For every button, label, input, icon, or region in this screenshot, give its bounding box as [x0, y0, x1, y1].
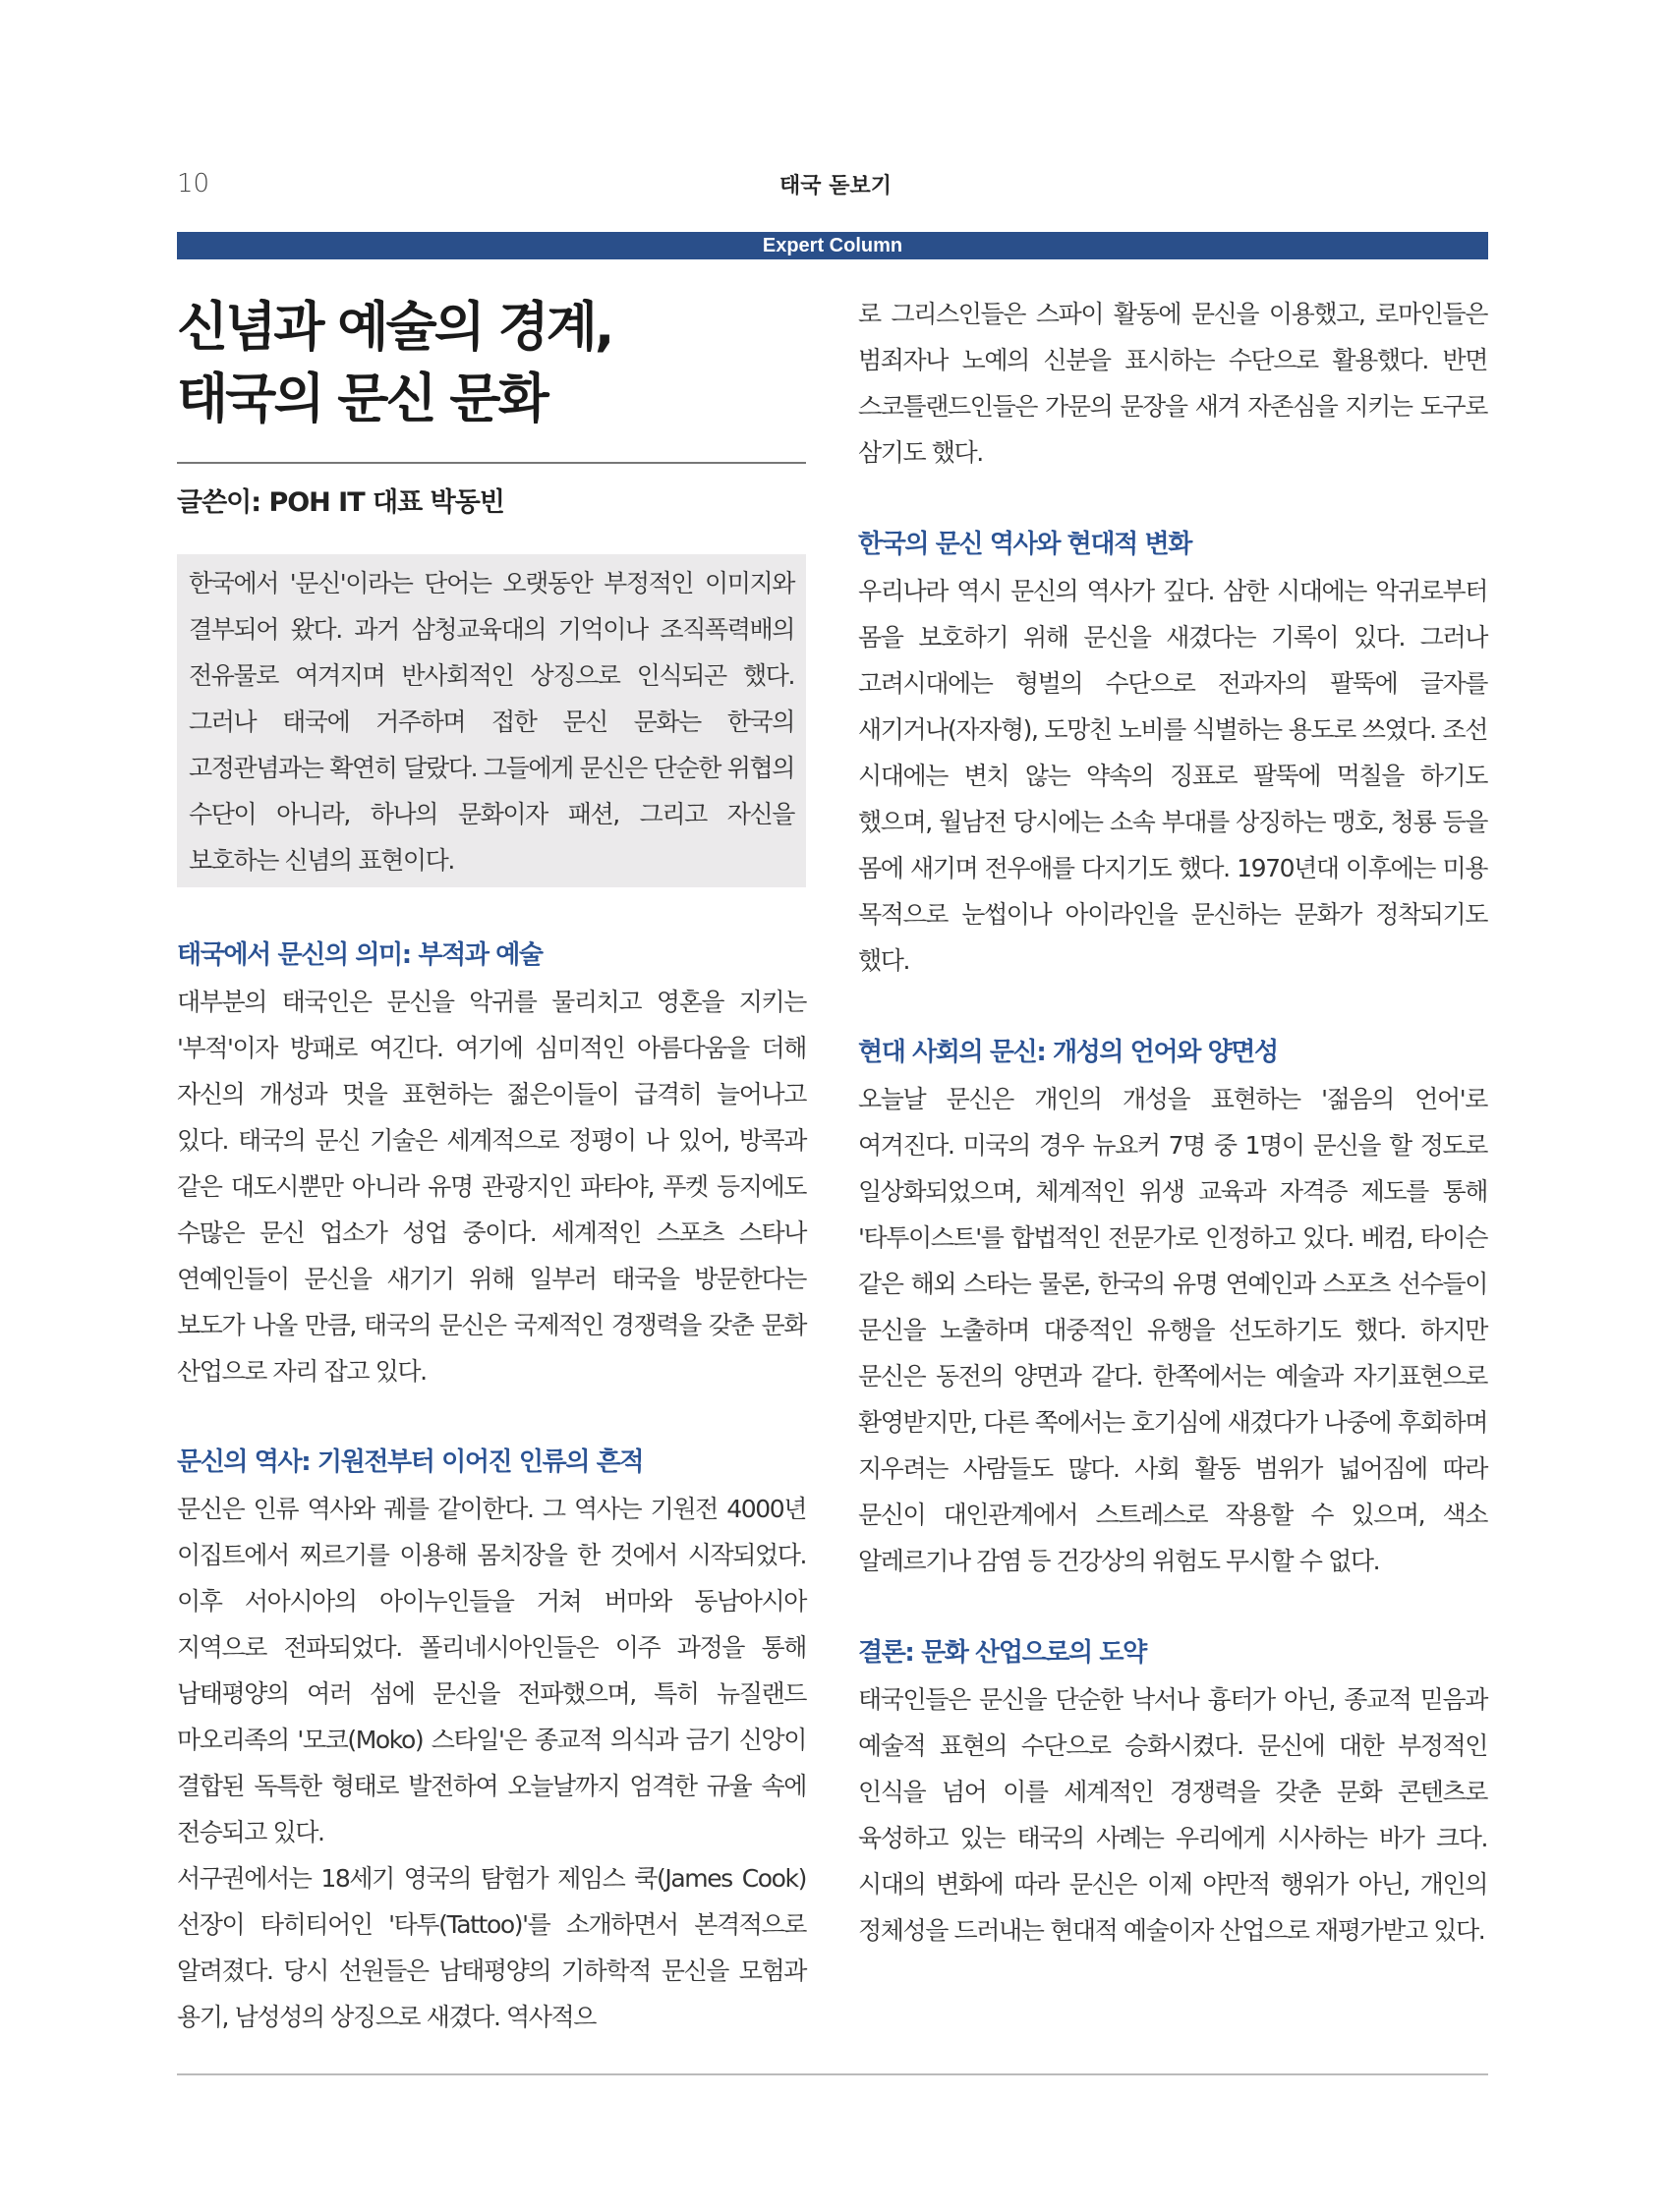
left-column: [177, 285, 806, 2040]
section-heading-history: 문신의 역사: 기원전부터 이어진 인류의 흔적: [177, 1447, 644, 1477]
byline: 글쓴이: POH IT 대표 박동빈: [177, 487, 504, 518]
bottom-divider: [177, 2073, 1488, 2075]
section-body-korea: 우리나라 역시 문신의 역사가 깊다. 삼한 시대에는 악귀로부터 몸을 보호하기 위해 문신을 새겼다는 기록이 있다. 그러나 고려시대에는 형벌의 수단으로 전과자의 팔뚝에 글자를 새기거나(자자형), 도망친 노비를 식별하는 용도로 쓰였다. 조선 시대에는 변치 않는 약속의 징표로 팔뚝에 먹칠을 하기도 했으며, 월남전 당시에는 소속 부대를 상징하는 맹호, 청룡 등을 몸에 새기며 전우애를 다지기도 했다. 1970년대 이후에는 미용 목적으로 눈썹이나 아이라인을 문신하는 문화가 정착되기도 했다.: [858, 577, 1487, 975]
right-column: [858, 291, 1487, 1954]
section-heading-modern: 현대 사회의 문신: 개성의 언어와 양면성: [858, 1038, 1278, 1067]
lead-box: [177, 554, 806, 887]
running-title: 태국 돋보기: [779, 174, 892, 199]
section-body-history-continued: 로 그리스인들은 스파이 활동에 문신을 이용했고, 로마인들은 범죄자나 노예의 신분을 표시하는 수단으로 활용했다. 반면 스코틀랜드인들은 가문의 문장을 새겨 자존심을 지키는 도구로 삼기도 했다.: [858, 300, 1487, 467]
lead-text: 한국에서 '문신'이라는 단어는 오랫동안 부정적인 이미지와 결부되어 왔다. 과거 삼청교육대의 기억이나 조직폭력배의 전유물로 여겨지며 반사회적인 상징으로 인식되곤 했다. 그러나 태국에 거주하며 접한 문신 문화는 한국의 고정관념과는 확연히 달랐다. 그들에게 문신은 단순한 위협의 수단이 아니라, 하나의 문화이자 패션, 그리고 자신을 보호하는 신념의 표현이다.: [189, 569, 794, 875]
page-number: 10: [177, 169, 210, 199]
title-line-1: 신념과 예술의 경계,: [177, 296, 612, 358]
section-body-history-2: 서구권에서는 18세기 영국의 탐험가 제임스 쿡(James Cook) 선장이 타히티어인 '타투(Tattoo)'를 소개하면서 본격적으로 알려졌다. 당시 선원들은 남태평양의 기하학적 문신을 모험과 용기, 남성성의 상징으로 새겼다. 역사적으: [177, 1864, 806, 2031]
expert-column-banner: Expert Column: [177, 232, 1488, 259]
title-divider: [177, 462, 806, 464]
section-heading-meaning: 태국에서 문신의 의미: 부적과 예술: [177, 940, 543, 970]
article-title: [177, 285, 806, 434]
section-heading-korea: 한국의 문신 역사와 현대적 변화: [858, 530, 1191, 559]
section-body-conclusion: 태국인들은 문신을 단순한 낙서나 흉터가 아닌, 종교적 믿음과 예술적 표현의 수단으로 승화시켰다. 문신에 대한 부정적인 인식을 넘어 이를 세계적인 경쟁력을 갖춘 문화 콘텐츠로 육성하고 있는 태국의 사례는 우리에게 시사하는 바가 크다. 시대의 변화에 따라 문신은 이제 야만적 행위가 아닌, 개인의 정체성을 드러내는 현대적 예술이자 산업으로 재평가받고 있다.: [858, 1685, 1487, 1945]
section-body-modern: 오늘날 문신은 개인의 개성을 표현하는 '젊음의 언어'로 여겨진다. 미국의 경우 뉴요커 7명 중 1명이 문신을 할 정도로 일상화되었으며, 체계적인 위생 교육과 자격증 제도를 통해 '타투이스트'를 합법적인 전문가로 인정하고 있다. 베컴, 타이슨 같은 해외 스타는 물론, 한국의 유명 연예인과 스포츠 선수들이 문신을 노출하며 대중적인 유행을 선도하기도 했다. 하지만 문신은 동전의 양면과 같다. 한쪽에서는 예술과 자기표현으로 환영받지만, 다른 쪽에서는 호기심에 새겼다가 나중에 후회하며 지우려는 사람들도 많다. 사회 활동 범위가 넓어짐에 따라 문신이 대인관계에서 스트레스로 작용할 수 있으며, 색소 알레르기나 감염 등 건강상의 위험도 무시할 수 없다.: [858, 1085, 1487, 1575]
section-body-history-1: 문신은 인류 역사와 궤를 같이한다. 그 역사는 기원전 4000년 이집트에서 찌르기를 이용해 몸치장을 한 것에서 시작되었다. 이후 서아시아의 아이누인들을 거쳐 버마와 동남아시아 지역으로 전파되었다. 폴리네시아인들은 이주 과정을 통해 남태평양의 여러 섬에 문신을 전파했으며, 특히 뉴질랜드 마오리족의 '모코(Moko) 스타일'은 종교적 의식과 금기 신앙이 결합된 독특한 형태로 발전하여 오늘날까지 엄격한 규율 속에 전승되고 있다.: [177, 1495, 806, 1846]
section-body-meaning: 대부분의 태국인은 문신을 악귀를 물리치고 영혼을 지키는 '부적'이자 방패로 여긴다. 여기에 심미적인 아름다움을 더해 자신의 개성과 멋을 표현하는 젊은이들이 급격히 늘어나고 있다. 태국의 문신 기술은 세계적으로 정평이 나 있어, 방콕과 같은 대도시뿐만 아니라 유명 관광지인 파타야, 푸켓 등지에도 수많은 문신 업소가 성업 중이다. 세계적인 스포츠 스타나 연예인들이 문신을 새기기 위해 일부러 태국을 방문한다는 보도가 나올 만큼, 태국의 문신은 국제적인 경쟁력을 갖춘 문화 산업으로 자리 잡고 있다.: [177, 988, 806, 1386]
section-heading-conclusion: 결론: 문화 산업으로의 도약: [858, 1638, 1146, 1668]
title-line-2: 태국의 문신 문화: [177, 368, 547, 429]
